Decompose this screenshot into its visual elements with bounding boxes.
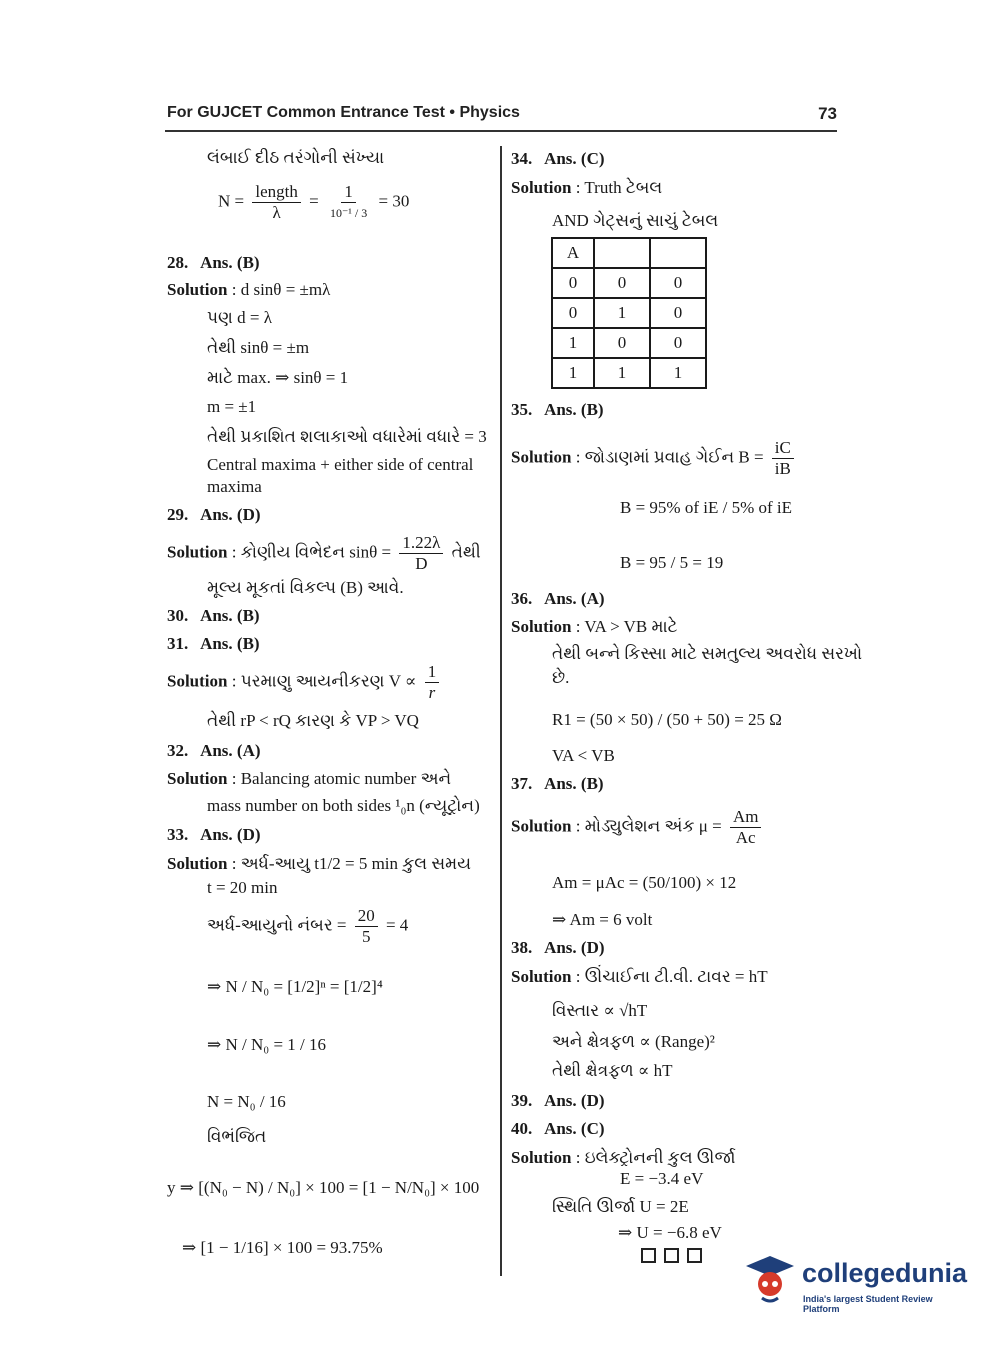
- s31-l1: Solution : પરમાણુ આયનીકરણ V ∝ $\frac{1}{r}$: [167, 662, 443, 703]
- s33-e4: y ⇒ [(N₀ − N) / N₀] × 100 = [1 − N/N₀] × 100: [167, 1178, 480, 1197]
- s32-l1: Solution : Balancing atomic number અને: [167, 769, 452, 788]
- s36-l4: VA < VB: [552, 746, 615, 765]
- column-divider: [500, 146, 502, 1276]
- s35-e2: B = 95% of iE / 5% of iE: [620, 498, 793, 517]
- truth-table: [551, 237, 707, 389]
- s33-e2: ⇒ N / N₀ = 1 / 16: [207, 1035, 327, 1054]
- q35-line: 35. Ans. (B): [511, 400, 604, 419]
- page-number: 73: [818, 104, 837, 123]
- mascot-icon: [742, 1250, 798, 1306]
- s38-l3: અને ક્ષેત્રફળ ∝ (Range)²: [552, 1032, 715, 1051]
- q40-line: 40. Ans. (C): [511, 1119, 605, 1138]
- s33-e5: ⇒ [1 − 1/16] × 100 = 93.75%: [182, 1238, 383, 1257]
- square-icon: [641, 1248, 656, 1263]
- q34-line: 34. Ans. (C): [511, 149, 605, 168]
- square-icon: [687, 1248, 702, 1263]
- collegedunia-logo: [742, 1250, 968, 1314]
- s33-l1: Solution : અર્ધ-આયુ t1/2 = 5 min કુલ સમય: [167, 854, 472, 873]
- s40-l4: ⇒ U = −6.8 eV: [618, 1223, 722, 1242]
- s37-l1: Solution : મોડ્યુલેશન અંક μ = $\frac{Am}{Ac}$: [511, 807, 765, 848]
- s28-l2: પણ d = λ: [207, 308, 272, 327]
- s33-l4: વિભંજિત: [207, 1127, 267, 1146]
- s35-l1: Solution : જોડાણમાં પ્રવાહ ગેઈન B = $\frac{iC}{iB}$: [511, 438, 798, 479]
- s40-l2: E = −3.4 eV: [620, 1169, 704, 1188]
- s29-l2: મૂલ્ય મૂકતાં વિકલ્પ (B) આવે.: [207, 578, 404, 597]
- q38-line: 38. Ans. (D): [511, 938, 605, 957]
- table-row: 1 0 0: [552, 328, 706, 358]
- q33-line: 33. Ans. (D): [167, 825, 261, 844]
- logo-word: collegedunia: [802, 1258, 968, 1288]
- q39-line: 39. Ans. (D): [511, 1091, 605, 1110]
- table-row: 1 1 1: [552, 358, 706, 388]
- s31-l2: તેથી rP < rQ કારણ કે VP > VQ: [207, 711, 419, 730]
- s28-l5: m = ±1: [207, 397, 257, 416]
- n-eq-frac1: $\frac{\text{length}}{\lambda}$: [252, 182, 301, 223]
- q29-line: 29. Ans. (D): [167, 505, 261, 524]
- header-title: For GUJCET Common Entrance Test • Physics: [167, 104, 520, 121]
- end-marks: [641, 1248, 702, 1263]
- intro-line: લંબાઈ દીઠ તરંગોની સંખ્યા: [207, 148, 385, 167]
- s28-l4: માટે max. ⇒ sinθ = 1: [207, 368, 349, 387]
- square-icon: [664, 1248, 679, 1263]
- q37-line: 37. Ans. (B): [511, 774, 604, 793]
- s36-l3: છે.: [552, 668, 570, 687]
- s35-e3: B = 95 / 5 = 19: [620, 553, 724, 572]
- table-row: 0 0 0: [552, 268, 706, 298]
- s40-l1: Solution : ઇલેક્ટ્રોનની કુલ ઊર્જા: [511, 1148, 736, 1167]
- s37-e2: ⇒ Am = 6 volt: [552, 910, 653, 929]
- s33-e3: N = N₀ / 16: [207, 1092, 286, 1111]
- q32-line: 32. Ans. (A): [167, 741, 261, 760]
- s32-l2: mass number on both sides ¹₀n (ન્યૂટ્રોન): [207, 796, 480, 815]
- s28-l1: Solution : d sinθ = ±mλ: [167, 280, 331, 299]
- q30-line: 30. Ans. (B): [167, 606, 260, 625]
- s38-l2: વિસ્તાર ∝ √hT: [552, 1001, 648, 1020]
- s28-l3: તેથી sinθ = ±m: [207, 338, 310, 357]
- s29-l1: Solution : કોણીય વિભેદન sinθ = $\frac{1.22\lambda}{D}$ તેથી: [167, 533, 481, 573]
- s36-l2: તેથી બન્ને કિસ્સા માટે સમતુલ્ય અવરોધ સરખો: [552, 644, 863, 663]
- s33-l3: અર્ધ-આયુનો નંબર = $\frac{20}{5}$ = 4: [207, 906, 409, 946]
- header-rule: [165, 130, 837, 132]
- logo-tagline: India's largest Student Review Platform: [803, 1294, 933, 1314]
- s33-l2: t = 20 min: [207, 878, 278, 897]
- q31-line: 31. Ans. (B): [167, 634, 260, 653]
- s33-e1: ⇒ N / N₀ = [1/2]ⁿ = [1/2]⁴: [207, 977, 383, 996]
- q36-line: 36. Ans. (A): [511, 589, 605, 608]
- q28-line: 28. Ans. (B): [167, 253, 260, 272]
- n-equation: N = $\frac{\text{length}}{\lambda}$ = $\frac{1}{\text{10⁻¹ / 3}}$ = 30: [218, 182, 410, 222]
- table-row: 0 1 0: [552, 298, 706, 328]
- s40-l3: સ્થિતિ ઊર્જા U = 2E: [552, 1197, 689, 1216]
- s38-l1: Solution : ઊંચાઈના ટી.વી. ટાવર = hT: [511, 967, 768, 986]
- s38-l4: તેથી ક્ષેત્રફળ ∝ hT: [552, 1061, 673, 1080]
- s28-l8: maxima: [207, 477, 262, 496]
- s28-l7: Central maxima + either side of central: [207, 455, 474, 474]
- n-eq-frac2: $\frac{1}{\text{10⁻¹ / 3}}$: [329, 182, 368, 220]
- s36-e1: R1 = (50 × 50) / (50 + 50) = 25 Ω: [552, 710, 782, 729]
- s34-l2: AND ગેટ્સનું સાચું ટેબલ: [552, 211, 719, 230]
- table-row: A: [552, 238, 706, 268]
- s36-l1: Solution : VA > VB માટે: [511, 617, 678, 636]
- page-header: [167, 102, 837, 126]
- s34-l1: Solution : Truth ટેબલ: [511, 178, 663, 197]
- s37-e1: Am = μAc = (50/100) × 12: [552, 873, 737, 892]
- n-eq-lhs: N =: [218, 191, 245, 211]
- s28-l6: તેથી પ્રકાશિત શલાકાઓ વધારેમાં વધારે = 3: [207, 427, 487, 446]
